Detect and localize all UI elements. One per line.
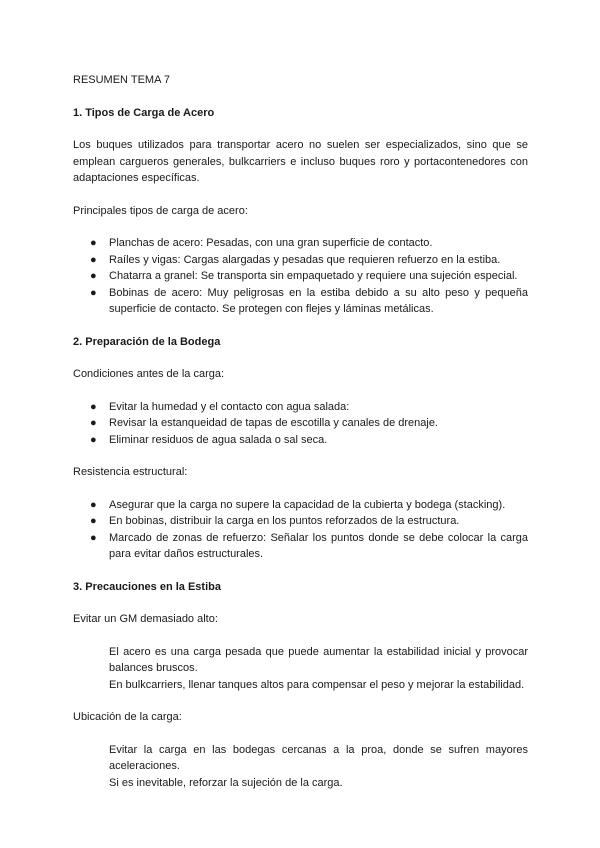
bullet-icon: ● <box>90 286 97 299</box>
bullet-icon: ● <box>90 531 97 544</box>
list-item: ● Raíles y vigas: Cargas alargadas y pesadas que requieren refuerzo en la estiba. <box>73 252 528 269</box>
section-3-label-gm: Evitar un GM demasiado alto: <box>73 613 218 625</box>
list-item: ● En bobinas, distribuir la carga en los puntos reforzados de la estructura. <box>73 513 528 530</box>
bullet-icon: ● <box>90 253 97 266</box>
bullet-icon: ● <box>90 417 97 429</box>
location-paragraph-1: Evitar la carga en las bodegas cercanas a la proa, donde se sufren mayores aceleraciones. <box>109 743 528 772</box>
location-paragraph-2: Si es inevitable, reforzar la sujeción de la carga. <box>109 776 343 789</box>
list-item: ● Asegurar que la carga no supere la capacidad de la cubierta y bodega (stacking). <box>73 497 528 514</box>
document-body <box>73 72 528 791</box>
bullet-icon: ● <box>90 400 97 413</box>
bullet-icon: ● <box>90 498 97 511</box>
steel-cargo-types-list <box>73 235 528 318</box>
section-2-label-conditions: Condiciones antes de la carga: <box>73 368 225 380</box>
list-item: ● Marcado de zonas de refuerzo: Señalar los puntos donde se debe colocar la carga para evitar daños estructurales. <box>90 531 528 560</box>
list-item: ● Evitar la humedad y el contacto con agua salada: <box>73 399 528 416</box>
gm-paragraph-1: El acero es una carga pesada que puede aumentar la estabilidad inicial y provocar balances bruscos. <box>109 645 528 674</box>
section-2-label-structural: Resistencia estructural: <box>73 466 188 478</box>
structural-resistance-list <box>73 497 528 563</box>
section-3-heading: 3. Precauciones en la Estiba <box>73 580 221 593</box>
bullet-icon: ● <box>90 270 97 282</box>
bullet-icon: ● <box>90 515 97 527</box>
section-2-heading: 2. Preparación de la Bodega <box>73 335 221 348</box>
bullet-icon: ● <box>90 433 97 446</box>
list-item: ● Bobinas de acero: Muy peligrosas en la estiba debido a su alto peso y pequeña superficie de contacto. Se protegen con flejes y láminas metálicas. <box>90 286 528 315</box>
list-item: ● Chatarra a granel: Se transporta sin empaquetado y requiere una sujeción especial. <box>73 268 528 285</box>
section-1-intro: Los buques utilizados para transportar acero no suelen ser especializados, sino que se emplean cargueros generales, bulkcarriers e incluso buques roro y portacontenedores con adaptaciones específicas. <box>73 139 528 184</box>
list-item: ● Eliminar residuos de agua salada o sal seca. <box>73 432 528 449</box>
section-1-heading: 1. Tipos de Carga de Acero <box>73 106 215 119</box>
section-3-label-location: Ubicación de la carga: <box>73 711 182 723</box>
list-item: ● Planchas de acero: Pesadas, con una gran superficie de contacto. <box>73 235 528 252</box>
document-title: RESUMEN TEMA 7 <box>73 74 170 86</box>
gm-paragraph-2: En bulkcarriers, llenar tanques altos para compensar el peso y mejorar la estabilidad. <box>109 678 525 691</box>
section-1-list-label: Principales tipos de carga de acero: <box>73 204 248 217</box>
list-item: ● Revisar la estanqueidad de tapas de escotilla y canales de drenaje. <box>73 415 528 432</box>
hold-conditions-list <box>73 399 528 449</box>
bullet-icon: ● <box>90 237 97 249</box>
